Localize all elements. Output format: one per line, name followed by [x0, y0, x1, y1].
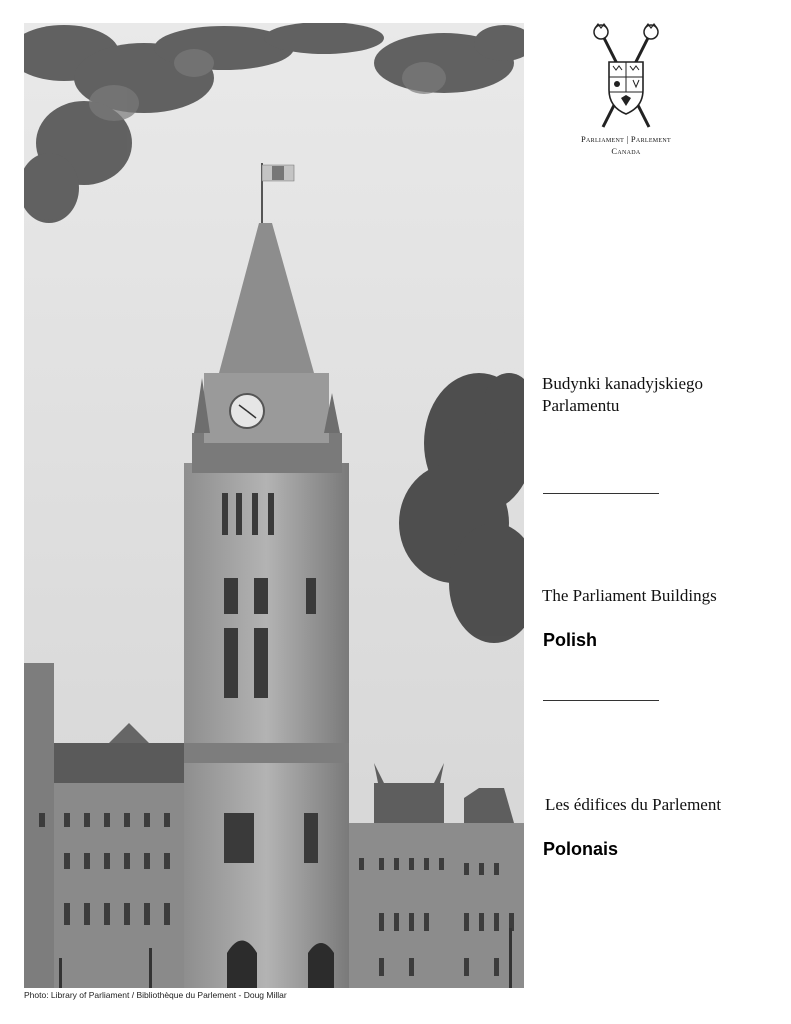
english-title: The Parliament Buildings [542, 586, 717, 605]
divider-line [543, 700, 659, 701]
french-language-label: Polonais [543, 839, 619, 859]
logo-text-line1: Parliament | Parlement [581, 134, 671, 144]
french-title: Les édifices du Parlement [545, 795, 722, 814]
english-language-label: Polish [543, 630, 598, 650]
photo-caption: Photo: Library of Parliament / Bibliothèque du Parlement - Doug Millar [24, 990, 287, 1000]
polish-title: Budynki kanadyjskiego Parlamentu [542, 374, 704, 415]
parliament-crest-icon [591, 22, 661, 132]
parliament-logo [566, 22, 686, 156]
divider-line [543, 493, 659, 494]
logo-text-line2: Canada [611, 146, 641, 156]
parliament-photo [24, 23, 524, 988]
